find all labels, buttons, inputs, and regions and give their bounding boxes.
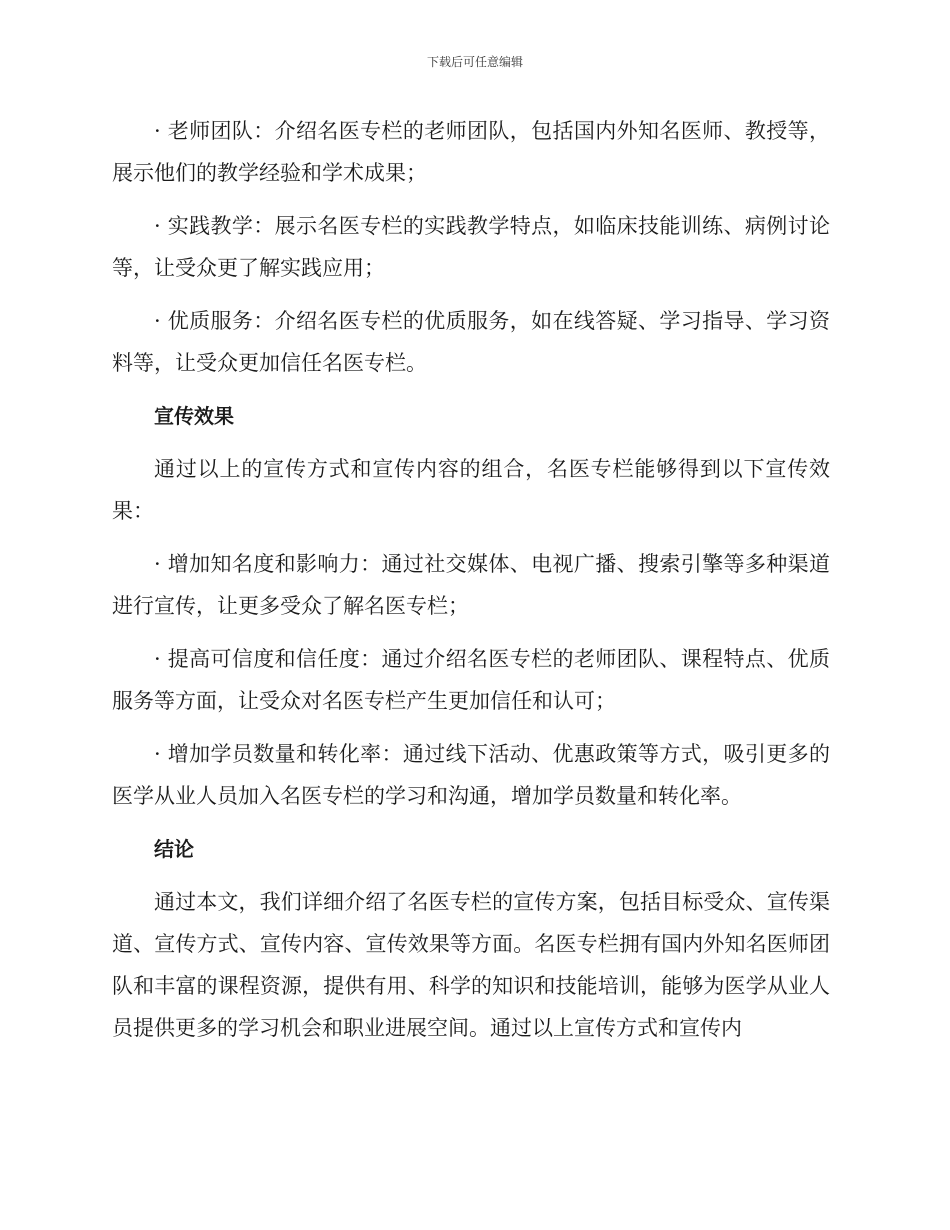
section-heading-conclusion: 结论 [154, 837, 194, 861]
bullet-credibility: · 提高可信度和信任度：通过介绍名医专栏的老师团队、课程特点、优质服务等方面，让受众对名医专栏产生更加信任和认可； [112, 647, 830, 713]
bullet-quality-service: · 优质服务：介绍名医专栏的优质服务，如在线答疑、学习指导、学习资料等，让受众更加信任名医专栏。 [112, 309, 830, 375]
bullet-awareness: · 增加知名度和影响力：通过社交媒体、电视广播、搜索引擎等多种渠道进行宣传，让更多受众了解名医专栏； [112, 552, 830, 618]
bullet-teacher-team: · 老师团队：介绍名医专栏的老师团队，包括国内外知名医师、教授等，展示他们的教学经验和学术成果； [112, 119, 830, 185]
effects-intro-paragraph: 通过以上的宣传方式和宣传内容的组合，名医专栏能够得到以下宣传效果： [112, 457, 830, 523]
conclusion-paragraph: 通过本文，我们详细介绍了名医专栏的宣传方案，包括目标受众、宣传渠道、宣传方式、宣传内容、宣传效果等方面。名医专栏拥有国内外知名医师团队和丰富的课程资源，提供有用、科学的知识和技能培训，能够为医学从业人员提供更多的学习机会和职业进展空间。通过以上宣传方式和宣传内 [112, 890, 830, 1040]
document-body [112, 110, 830, 1060]
bullet-practical-teaching: · 实践教学：展示名医专栏的实践教学特点，如临床技能训练、病例讨论等，让受众更了解实践应用； [112, 214, 830, 280]
section-heading-effects: 宣传效果 [154, 404, 234, 428]
page-header: 下载后可任意编辑 [426, 55, 523, 69]
bullet-enrollment: · 增加学员数量和转化率：通过线下活动、优惠政策等方式，吸引更多的医学从业人员加入名医专栏的学习和沟通，增加学员数量和转化率。 [112, 742, 830, 808]
